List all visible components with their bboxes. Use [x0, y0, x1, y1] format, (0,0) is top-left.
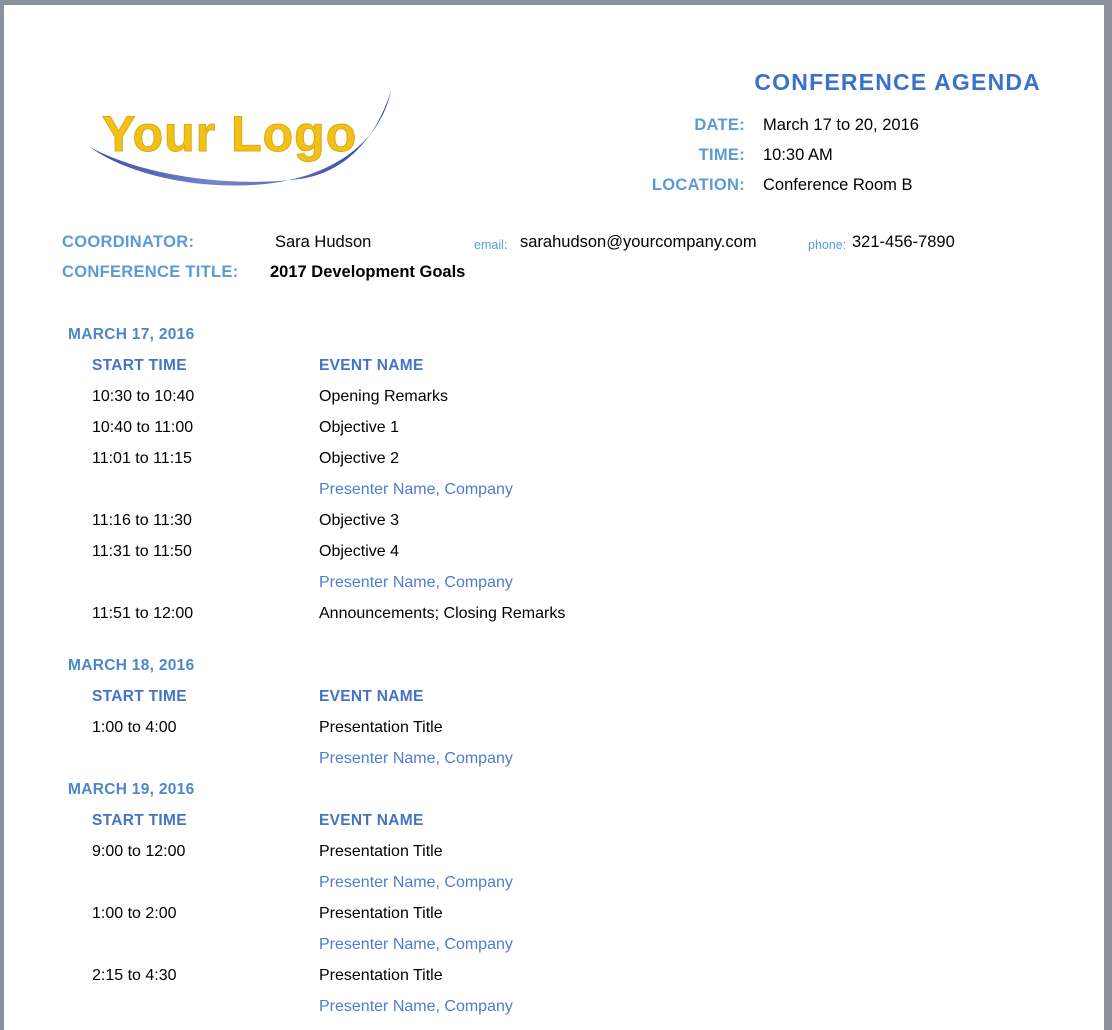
date-value: March 17 to 20, 2016 — [763, 116, 919, 134]
location-value: Conference Room B — [763, 176, 913, 194]
presenter-name: Presenter Name, Company — [319, 997, 513, 1015]
conference-title-label: CONFERENCE TITLE: — [62, 263, 239, 281]
email-value: sarahudson@yourcompany.com — [520, 233, 757, 251]
start-time-cell: 10:30 to 10:40 — [92, 387, 195, 405]
start-time-cell: 9:00 to 12:00 — [92, 842, 186, 860]
start-time-cell: 10:40 to 11:00 — [92, 418, 194, 436]
document-page — [4, 5, 1104, 1030]
day-section — [4, 774, 1104, 1022]
agenda-row — [4, 836, 1104, 867]
event-name-cell: Announcements; Closing Remarks — [319, 604, 566, 622]
logo-graphic — [90, 85, 395, 190]
start-time-cell: 11:51 to 12:00 — [92, 604, 194, 622]
presenter-row — [4, 929, 1104, 960]
presenter-row — [4, 867, 1104, 898]
event-name-cell: Presentation Title — [319, 718, 443, 736]
phone-value: 321-456-7890 — [852, 233, 955, 251]
event-name-cell: Presentation Title — [319, 966, 443, 984]
day-section — [4, 650, 1104, 774]
location-label: LOCATION: — [651, 176, 745, 194]
event-name-cell: Presentation Title — [319, 904, 443, 922]
day-date: MARCH 18, 2016 — [68, 656, 195, 674]
agenda-row — [4, 712, 1104, 743]
start-time-cell: 1:00 to 4:00 — [92, 718, 177, 736]
agenda-row — [4, 536, 1104, 567]
event-name-cell: Objective 4 — [319, 542, 400, 560]
column-header-start-time: START TIME — [92, 356, 187, 374]
start-time-cell: 2:15 to 4:30 — [92, 966, 177, 984]
start-time-cell: 11:16 to 11:30 — [92, 511, 192, 529]
start-time-cell: 11:01 to 11:15 — [92, 449, 192, 467]
start-time-cell: 11:31 to 11:50 — [92, 542, 192, 560]
company-logo — [90, 85, 395, 190]
presenter-row — [4, 991, 1104, 1022]
agenda-row — [4, 960, 1104, 991]
phone-label: phone: — [808, 238, 847, 252]
day-header-row — [4, 650, 1104, 681]
presenter-name: Presenter Name, Company — [319, 935, 513, 953]
agenda-row — [4, 505, 1104, 536]
presenter-row — [4, 743, 1104, 774]
event-name-cell: Objective 3 — [319, 511, 400, 529]
event-name-cell: Presentation Title — [319, 842, 443, 860]
agenda-row — [4, 412, 1104, 443]
presenter-name: Presenter Name, Company — [319, 573, 513, 591]
column-header-start-time: START TIME — [92, 811, 187, 829]
column-header-row — [4, 681, 1104, 712]
presenter-row — [4, 567, 1104, 598]
info-row-time — [564, 144, 1104, 166]
day-header-row — [4, 319, 1104, 350]
column-header-event-name: EVENT NAME — [319, 811, 424, 829]
column-header-start-time: START TIME — [92, 687, 187, 705]
time-value: 10:30 AM — [763, 146, 833, 164]
email-label: email: — [474, 238, 508, 252]
event-name-cell: Objective 1 — [319, 418, 400, 436]
day-date: MARCH 19, 2016 — [68, 780, 195, 798]
coordinator-label: COORDINATOR: — [62, 233, 195, 251]
column-header-event-name: EVENT NAME — [319, 687, 424, 705]
presenter-name: Presenter Name, Company — [319, 749, 513, 767]
presenter-name: Presenter Name, Company — [319, 873, 513, 891]
agenda-row — [4, 598, 1104, 629]
column-header-event-name: EVENT NAME — [319, 356, 424, 374]
column-header-row — [4, 350, 1104, 381]
date-label: DATE: — [694, 116, 745, 134]
agenda-row — [4, 898, 1104, 929]
time-label: TIME: — [698, 146, 745, 164]
coordinator-name: Sara Hudson — [275, 233, 372, 251]
presenter-row — [4, 474, 1104, 505]
logo-text: Your Logo — [102, 106, 358, 162]
event-name-cell: Opening Remarks — [319, 387, 448, 405]
info-row-date — [564, 114, 1104, 136]
page-title: CONFERENCE AGENDA — [754, 69, 1041, 95]
day-date: MARCH 17, 2016 — [68, 325, 195, 343]
column-header-row — [4, 805, 1104, 836]
info-row-location — [564, 174, 1104, 196]
day-section — [4, 319, 1104, 629]
agenda-row — [4, 381, 1104, 412]
conference-title-value: 2017 Development Goals — [270, 263, 466, 281]
event-name-cell: Objective 2 — [319, 449, 400, 467]
presenter-name: Presenter Name, Company — [319, 480, 513, 498]
agenda-row — [4, 443, 1104, 474]
agenda-schedule — [4, 319, 1104, 1022]
start-time-cell: 1:00 to 2:00 — [92, 904, 177, 922]
day-header-row — [4, 774, 1104, 805]
